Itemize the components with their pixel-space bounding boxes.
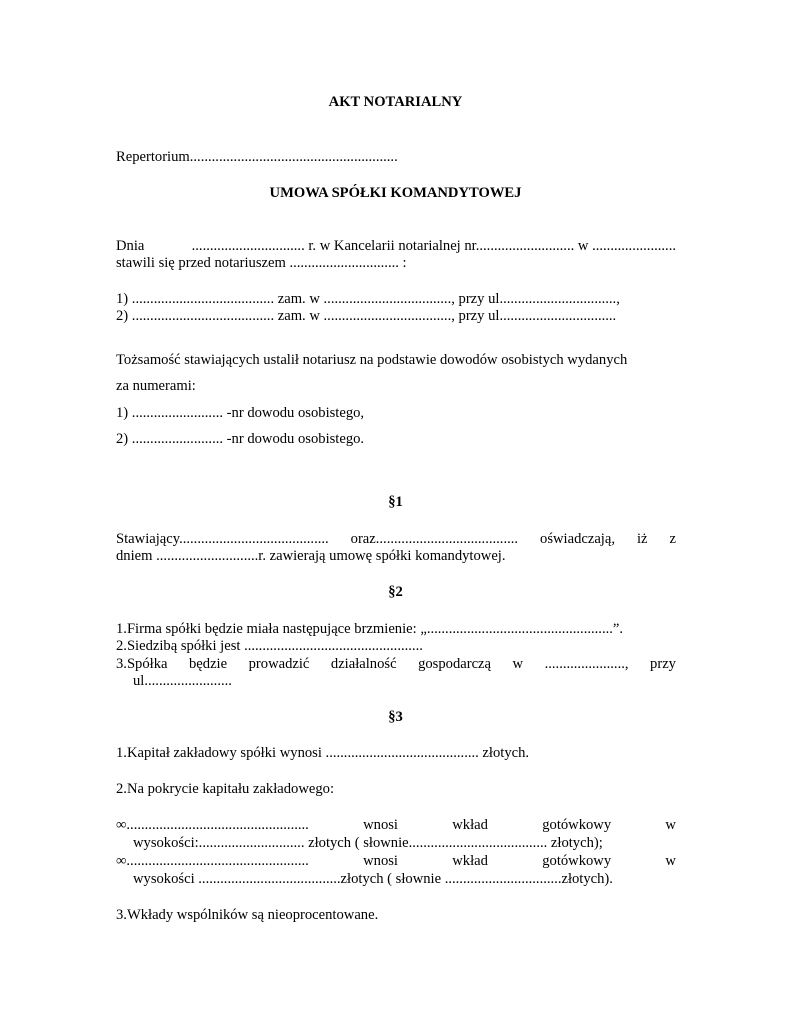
contrib-word: wkład bbox=[452, 817, 488, 833]
intro-word: Dnia bbox=[116, 238, 145, 254]
party-2: 2) ....................................... zam. w ..................................., przy ul................................ bbox=[116, 308, 617, 324]
identity-text-2: za numerami: bbox=[116, 378, 196, 394]
s2-word: przy bbox=[650, 656, 676, 672]
contrib-word: gotówkowy bbox=[542, 817, 612, 833]
s3-item-2: 2.Na pokrycie kapitału zakładowego: bbox=[116, 781, 335, 797]
document-title: AKT NOTARIALNY bbox=[328, 94, 463, 110]
contrib-word: wkład bbox=[452, 853, 488, 869]
contrib-word: ∞.................................................. bbox=[116, 853, 309, 869]
intro-word: ............................... r. w Kancelarii notarialnej nr........................... w ....................... bbox=[191, 238, 676, 254]
intro-line-1 bbox=[116, 238, 676, 255]
repertorium-line: Repertorium......................................................... bbox=[116, 149, 398, 165]
s2-word: gospodarczą bbox=[418, 656, 492, 672]
s2-word: będzie bbox=[189, 656, 228, 672]
s2-item-3 bbox=[116, 656, 676, 673]
contrib-word: ∞.................................................. bbox=[116, 817, 309, 833]
s1-line-1 bbox=[116, 531, 676, 548]
contribution-2-line-1 bbox=[116, 853, 676, 870]
section-2-heading: §2 bbox=[388, 584, 403, 600]
s2-item-1: 1.Firma spółki będzie miała następujące brzmienie: „...................................................”. bbox=[116, 621, 624, 637]
contrib-word: wnosi bbox=[363, 817, 398, 833]
s1-word: z bbox=[669, 531, 676, 547]
section-3-heading: §3 bbox=[388, 709, 403, 725]
s3-item-1: 1.Kapitał zakładowy spółki wynosi .......................................... złotych. bbox=[116, 745, 530, 761]
section-1-heading: §1 bbox=[388, 494, 403, 510]
id-item-2: 2) ......................... -nr dowodu osobistego. bbox=[116, 431, 365, 447]
contrib-word: w bbox=[665, 817, 676, 833]
contrib-word: wnosi bbox=[363, 853, 398, 869]
intro-line-2: stawili się przed notariuszem .............................. : bbox=[116, 255, 407, 271]
contribution-2-line-2: wysokości .......................................złotych ( słownie ................................złotych). bbox=[133, 871, 613, 887]
s3-item-3: 3.Wkłady wspólników są nieoprocentowane. bbox=[116, 907, 379, 923]
s2-item-3-cont: ul........................ bbox=[133, 673, 232, 689]
s2-word: ......................, bbox=[544, 656, 629, 672]
s1-word: iż bbox=[636, 531, 648, 547]
id-item-1: 1) ......................... -nr dowodu osobistego, bbox=[116, 405, 365, 421]
s1-line-2: dniem ............................r. zawierają umowę spółki komandytowej. bbox=[116, 548, 506, 564]
identity-text-1: Tożsamość stawiających ustalił notariusz na podstawie dowodów osobistych wydanych bbox=[116, 352, 628, 368]
contribution-1-line-1 bbox=[116, 817, 676, 834]
s2-word: w bbox=[512, 656, 524, 672]
contract-subtitle: UMOWA SPÓŁKI KOMANDYTOWEJ bbox=[269, 185, 522, 201]
contrib-word: w bbox=[665, 853, 676, 869]
s1-word: oświadczają, bbox=[540, 531, 615, 547]
contribution-1-line-2: wysokości:............................. złotych ( słownie...................................... złotych); bbox=[133, 835, 603, 851]
s2-word: działalność bbox=[330, 656, 397, 672]
s2-word: prowadzić bbox=[248, 656, 310, 672]
s1-word: oraz....................................... bbox=[350, 531, 519, 547]
party-1: 1) ....................................... zam. w ..................................., przy ul................................, bbox=[116, 291, 620, 307]
contrib-word: gotówkowy bbox=[542, 853, 612, 869]
s1-word: Stawiający......................................... bbox=[116, 531, 329, 547]
s2-item-2: 2.Siedzibą spółki jest ................................................. bbox=[116, 638, 423, 654]
s2-word: 3.Spółka bbox=[116, 656, 168, 672]
